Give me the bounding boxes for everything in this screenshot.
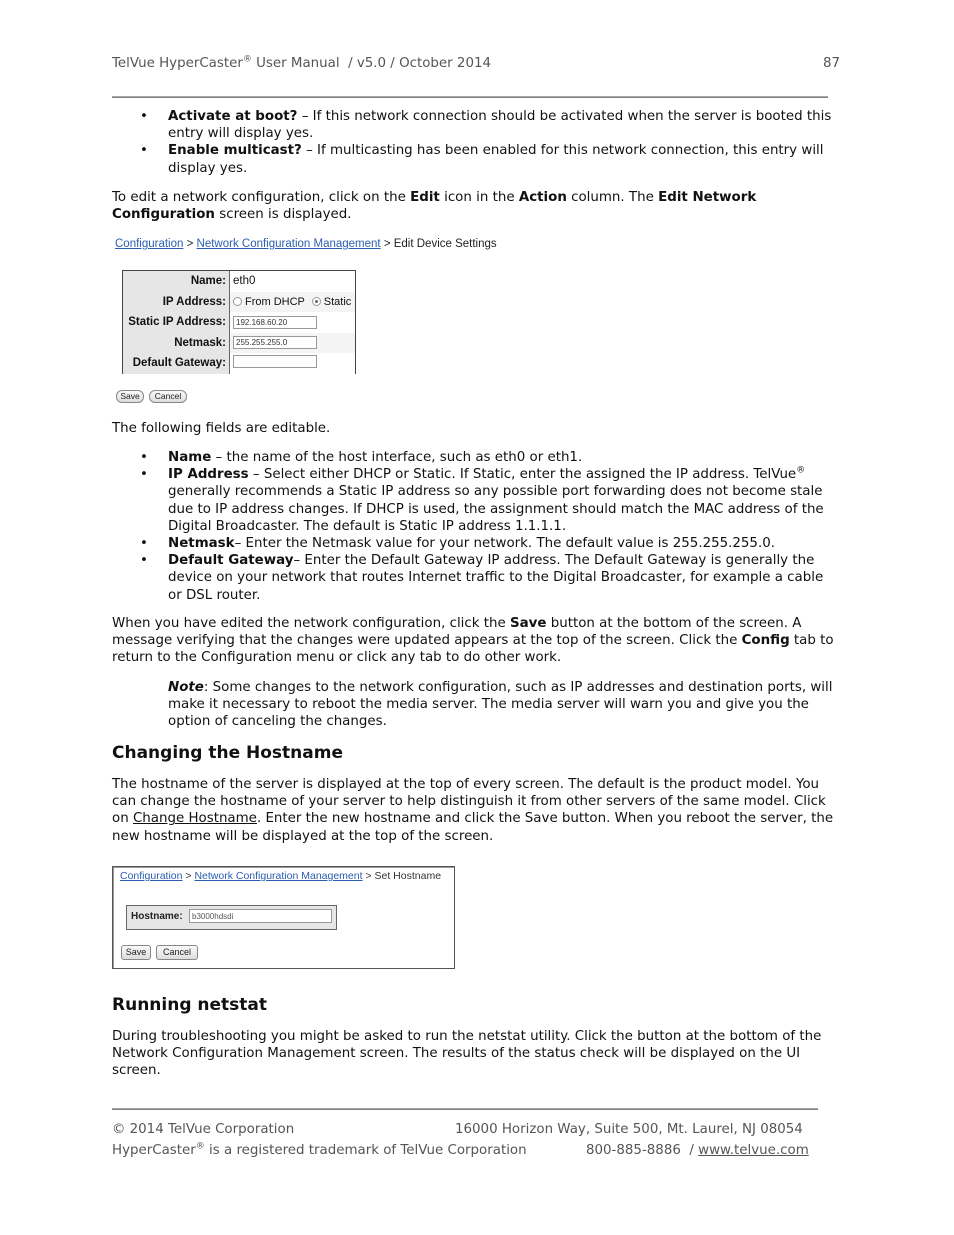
page-number: 87: [823, 56, 841, 71]
dhcp-option-label: From DHCP: [245, 295, 305, 308]
description: – If this network connection should be activated when the server is booted this entry will display yes.: [168, 109, 832, 142]
registered-mark: ®: [195, 1141, 205, 1152]
hostname-label: Hostname:: [131, 911, 183, 922]
text: . Enter the new hostname and click the Save button. When you reboot the server, the new hostname will be displayed at the top of the screen.: [112, 811, 834, 844]
breadcrumb: [120, 870, 441, 882]
term: Default Gateway: [168, 553, 294, 569]
text: icon in the: [439, 190, 519, 205]
description: – Enter the Default Gateway IP address. The Default Gateway is generally the device on your network that routes Internet traffic to the Digital Broadcaster, for example a cable or DSL router.: [168, 553, 824, 603]
header-title: TelVue HyperCaster: [112, 56, 243, 71]
list-item: [140, 552, 840, 604]
bold-text: Action: [518, 190, 567, 205]
footer-rule: [112, 1108, 818, 1110]
section-heading-netstat: Running netstat: [112, 995, 268, 1015]
term: Name: [168, 450, 212, 465]
breadcrumb-current: Edit Device Settings: [393, 238, 497, 250]
description: generally recommends a Static IP address so any possible port forwarding does not become stale due to IP address changes. If DHCP is used, the assignment should match the MAC address of the Digital Broadcaster. The default is Static IP address 1.1.1.1.: [168, 484, 824, 534]
description: – the name of the host interface, such as eth0 or eth1.: [211, 450, 583, 465]
breadcrumb-separator: >: [182, 870, 195, 882]
list-item: [140, 449, 840, 466]
footer-phone: 800-885-8886 /: [586, 1143, 699, 1158]
description: – Enter the Netmask value for your network. The default value is 255.255.255.0.: [234, 536, 775, 552]
save-button[interactable]: Save: [116, 390, 144, 403]
breadcrumb-network-link[interactable]: Network Configuration Management: [194, 870, 363, 882]
bullet-icon: •: [140, 450, 148, 465]
text: is a registered trademark of TelVue Corporation: [204, 1143, 527, 1158]
text: The hostname of the server is displayed at the top of every screen. The default is the product model. You can change the hostname of your server to help distinguish it from other servers of the same model. Click on: [112, 777, 826, 827]
static-option-label: Static: [323, 295, 352, 308]
editable-intro: The following fields are editable.: [112, 421, 331, 436]
bullet-icon: •: [140, 109, 148, 124]
list-item: [140, 466, 840, 535]
breadcrumb-current: Set Hostname: [374, 870, 442, 882]
hostname-paragraph: [112, 776, 844, 845]
description: – Select either DHCP or Static. If Static, enter the assigned the IP address. TelVue: [248, 467, 797, 483]
save-button[interactable]: Save: [121, 945, 151, 960]
text: To edit a network configuration, click on the: [112, 190, 411, 205]
cancel-button[interactable]: Cancel: [156, 945, 198, 960]
text: button at the bottom of the screen. A message verifying that the changes were updated appears at the top of the screen. Click the: [112, 616, 802, 649]
registered-mark: ®: [242, 54, 252, 65]
breadcrumb: [115, 238, 497, 250]
note-text: : Some changes to the network configuration, such as IP addresses and destination ports, will make it necessary to reboot the media server. The media server will warn you and give you the option of canceling the changes.: [168, 680, 833, 730]
set-hostname-screenshot: [112, 866, 455, 969]
running-header: [112, 56, 491, 71]
field-list: [140, 449, 840, 604]
bullet-icon: •: [140, 143, 148, 159]
breadcrumb-separator: >: [362, 870, 375, 882]
text: HyperCaster: [112, 1143, 196, 1158]
gateway-input[interactable]: [233, 355, 317, 368]
footer-trademark: [112, 1143, 527, 1158]
bold-text: Config: [741, 633, 790, 649]
section-heading-hostname: Changing the Hostname: [112, 743, 343, 763]
footer-address: 16000 Horizon Way, Suite 500, Mt. Laurel, NJ 08054: [455, 1122, 803, 1137]
field-list-top: [140, 108, 840, 177]
text: tab to return to the Configuration menu or click any tab to do other work.: [112, 633, 834, 666]
term: Enable multicast?: [168, 143, 302, 159]
intro-paragraph: [112, 189, 844, 223]
gateway-label: Default Gateway:: [123, 353, 230, 374]
bold-text: Edit Network Configuration: [112, 190, 757, 223]
registered-mark: ®: [796, 465, 806, 476]
change-hostname-link[interactable]: Change Hostname: [132, 811, 257, 827]
breadcrumb-configuration-link[interactable]: Configuration: [115, 238, 184, 250]
edit-device-form: [122, 270, 356, 374]
term: Activate at boot?: [168, 109, 298, 124]
text: column. The: [566, 190, 659, 205]
list-item: [140, 535, 840, 552]
footer-contact: [586, 1143, 809, 1158]
bullet-icon: •: [140, 467, 148, 483]
note: [168, 679, 840, 731]
ip-address-label: IP Address:: [123, 292, 230, 313]
static-ip-input[interactable]: 192.168.60.20: [233, 316, 317, 329]
bullet-icon: •: [140, 553, 148, 569]
breadcrumb-separator: >: [380, 238, 394, 250]
note-label: Note: [168, 680, 204, 695]
dhcp-radio[interactable]: [233, 297, 242, 306]
netstat-paragraph: During troubleshooting you might be asked to run the netstat utility. Click the button at the bottom of the Network Configuration Management screen. The results of the status check will be displayed on the UI screen.: [112, 1029, 822, 1079]
breadcrumb-configuration-link[interactable]: Configuration: [120, 870, 183, 882]
hostname-input[interactable]: b3000hdsdi: [189, 909, 332, 923]
bold-text: Save: [510, 616, 547, 631]
breadcrumb-network-link[interactable]: Network Configuration Management: [196, 238, 381, 250]
cancel-button[interactable]: Cancel: [149, 390, 187, 403]
header-rule: [112, 96, 828, 98]
text: When you have edited the network configuration, click the: [112, 616, 510, 631]
description: – If multicasting has been enabled for this network connection, this entry will display yes.: [168, 143, 824, 176]
ip-address-options: [230, 292, 356, 313]
bold-text: Edit: [410, 190, 440, 205]
netmask-input[interactable]: 255.255.255.0: [233, 336, 317, 349]
save-paragraph: [112, 615, 844, 667]
footer-copyright: © 2014 TelVue Corporation: [112, 1122, 295, 1137]
header-title-rest: User Manual / v5.0 / October 2014: [251, 56, 492, 71]
name-label: Name:: [123, 271, 230, 292]
breadcrumb-separator: >: [183, 238, 197, 250]
text: screen is displayed.: [214, 207, 352, 223]
netmask-label: Netmask:: [123, 333, 230, 354]
term: IP Address: [168, 467, 249, 483]
list-item: [140, 108, 840, 142]
website-link[interactable]: www.telvue.com: [698, 1143, 809, 1158]
static-ip-label: Static IP Address:: [123, 312, 230, 333]
bullet-icon: •: [140, 536, 148, 552]
name-value: eth0: [230, 271, 356, 292]
list-item: [140, 142, 840, 176]
term: Netmask: [168, 536, 235, 552]
hostname-field-box: [126, 905, 337, 930]
static-radio[interactable]: [312, 297, 321, 306]
